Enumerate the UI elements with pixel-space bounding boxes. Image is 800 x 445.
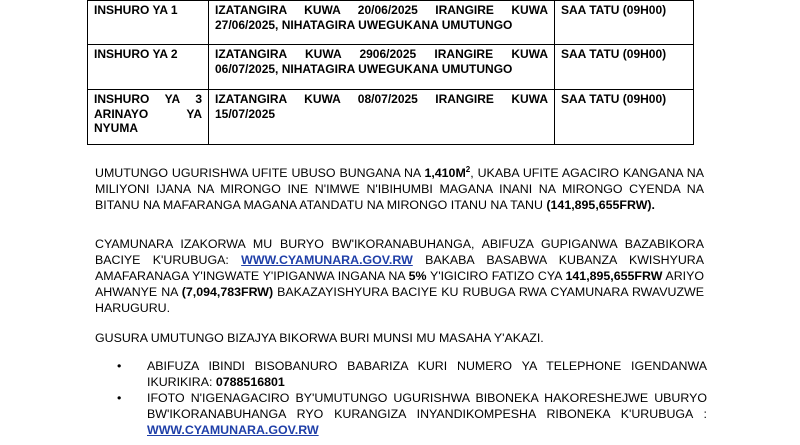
- visit-paragraph: GUSURA UMUTUNGO BIZAJYA BIKORWA BURI MUNSI MU MASAHA Y'AKAZI.: [95, 331, 544, 345]
- round-period: IZATANGIRA KUWA 2906/2025 IRANGIRE KUWA 06/07/2025, NIHATAGIRA UWEGUKANA UMUTUNGO: [209, 45, 555, 90]
- round-time: SAA TATU (09H00): [555, 90, 694, 145]
- round-label: INSHURO YA 1: [88, 1, 209, 45]
- list-item: • ABIFUZA IBINDI BISOBANURO BABARIZA KURI NUMERO YA TELEPHONE IGENDANWA IKURIKIRA: 0788516801: [117, 359, 707, 389]
- round-period: IZATANGIRA KUWA 08/07/2025 IRANGIRE KUWA 15/07/2025: [209, 90, 555, 145]
- auction-procedure-paragraph: CYAMUNARA IZAKORWA MU BURYO BW'IKORANABUHANGA, ABIFUZA GUPIGANWA BAZABIKORA BACIYE K'URUBUGA: WWW.CYAMUNARA.GOV.RW BAKABA BASABWA KUBANZA KWISHYURA AMAFARANAGA Y'INGWATE Y'IPIGANWA INGANA NA 5% Y'IGICIRO FATIZO CYA 141,895,655FRW ARIYO AHWANYE NA (7,094,783FRW) BAKAZAYISHYURA BACIYE KU RUBUGA RWA CYAMUNARA RWAVUZWE HARUGURU.: [95, 237, 704, 315]
- round-label: INSHURO YA 3 ARINAYO YA NYUMA: [88, 90, 209, 145]
- table-row: [88, 90, 694, 145]
- auction-schedule-table: [87, 0, 694, 145]
- property-value-paragraph: UMUTUNGO UGURISHWA UFITE UBUSO BUNGANA NA $1,410M^2$, UKABA UFITE AGACIRO KANGANA NA MILIYONI IJANA NA MIRONGO INE N'IMWE N'IBIHUMBI MAGANA INANI NA MIRONGO CYENDA NA BITANU NA MAFARANGA MAGANA ATANDATU NA MIRONGO ITANU NA TANU (141,895,655FRW).: [95, 164, 704, 212]
- table-row: [88, 45, 694, 90]
- guarantee-amount: (7,094,783FRW): [181, 285, 274, 299]
- phone-number: 0788516801: [215, 375, 285, 389]
- round-label: INSHURO YA 2: [88, 45, 209, 90]
- property-area: 1,410M: [424, 166, 466, 180]
- base-price: 141,895,655FRW: [565, 269, 663, 283]
- bullet-icon: •: [117, 391, 122, 405]
- bullet-icon: •: [117, 359, 122, 373]
- property-value-amount: (141,895,655FRW).: [546, 198, 655, 212]
- round-time: SAA TATU (09H00): [555, 1, 694, 45]
- round-period: IZATANGIRA KUWA 20/06/2025 IRANGIRE KUWA 27/06/2025, NIHATAGIRA UWEGUKANA UMUTUNGO: [209, 1, 555, 45]
- cyamunara-website-link[interactable]: WWW.CYAMUNARA.GOV.RW: [147, 423, 319, 437]
- round-time: SAA TATU (09H00): [555, 45, 694, 90]
- table-row: [88, 1, 694, 45]
- info-bullet-list: [117, 358, 707, 438]
- list-item: • IFOTO N'IGENAGACIRO BY'UMUTUNGO UGURISHWA BIBONEKA HAKORESHEJWE UBURYO BW'IKORANABUHANGA RYO KURANGIZA INYANDIKOMPESHA RIBONEKA K'URUBUGA : WWW.CYAMUNARA.GOV.RW: [117, 391, 707, 437]
- cyamunara-website-link[interactable]: WWW.CYAMUNARA.GOV.RW: [241, 253, 413, 267]
